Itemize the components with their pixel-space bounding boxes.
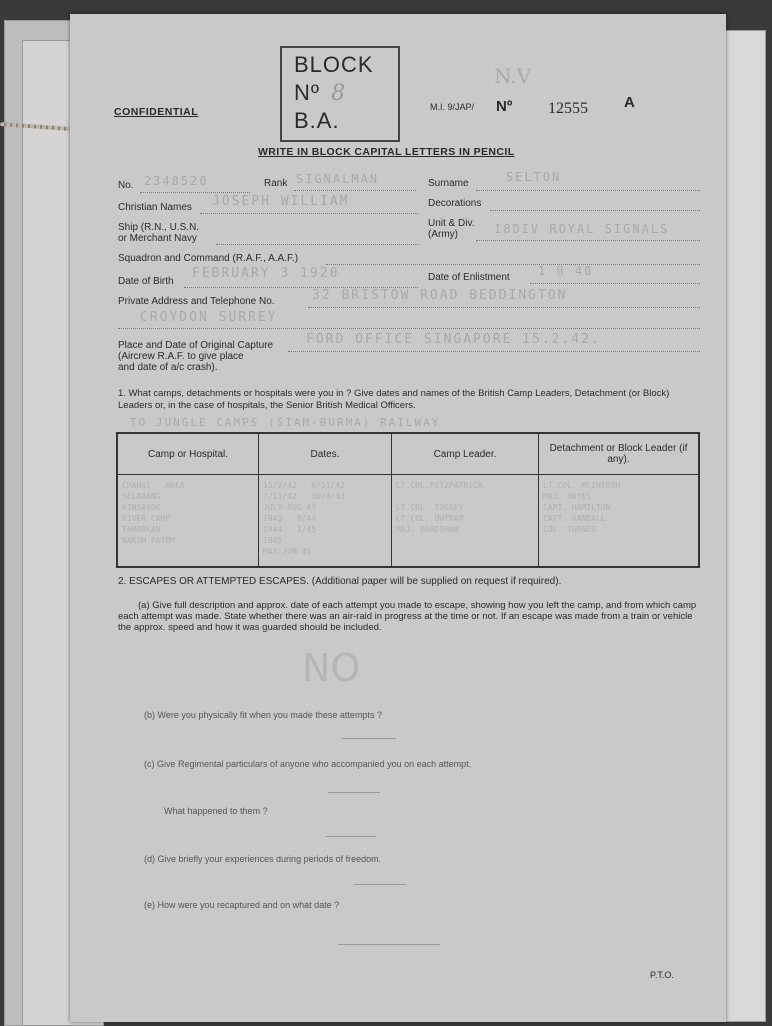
enlistment-label: Date of Enlistment [428,272,510,283]
capture-value: FORD OFFICE SINGAPORE 15.2.42. [306,332,601,347]
number-label: Nº [496,98,513,115]
block-label: BLOCK [294,52,374,77]
question-c: (c) Give Regimental particulars of anyone who accompanied you on each attempt. [144,759,472,769]
capture-label-2: (Aircrew R.A.F. to give place [118,351,244,362]
answer-line-e [338,944,440,945]
camps-table [116,432,700,568]
question-e: (e) How were you recaptured and on what date ? [144,900,340,910]
surname-value: SELTON [506,170,562,184]
address-line-2 [118,328,700,329]
table-row [117,475,699,568]
capture-label-3: and date of a/c crash). [118,362,218,373]
question-d: (d) Give briefly your experiences during periods of freedom. [144,854,382,864]
question-c2: What happened to them ? [164,806,268,816]
block-no-label: Nº [294,80,320,105]
capture-line [288,351,700,352]
serial-number: 12555 [548,100,588,117]
address-line-1 [308,307,700,308]
column-header: Detachment or Block Leader (if any). [539,433,700,475]
camp-dates: 15/2/42 - 6/11/42 7/11/42 - 30/4/43 JULY-AUG 43 1943 - 9/44 1944 - 1/45 1945 MAY-JUN 45 [263,481,345,556]
answer-a: NO [302,646,361,690]
confidential-label: CONFIDENTIAL [114,106,199,118]
ship-label-1: Ship (R.N., U.S.N. [118,222,200,233]
address-label: Private Address and Telephone No. [118,296,275,307]
camp-leaders: LT.COL.FITZPATRICK LT.COL. TOOSEY LT.COL. OWTRAM MAJ. BRADSHAW [396,481,483,534]
address-value-1: 32 BRISTOW ROAD BEDDINGTON [312,288,568,303]
column-header: Camp Leader. [392,433,539,475]
section1-handwritten-heading: TO JUNGLE CAMPS (SIAM-BURMA) RAILWAY [130,416,441,429]
pto-label: P.T.O. [650,970,674,980]
section2-heading: 2. ESCAPES OR ATTEMPTED ESCAPES. (Additional paper will be supplied on request if required). [118,576,562,587]
rank-line [294,190,416,191]
service-number-label: No. [118,180,134,191]
block-ba: B.A. [294,108,340,133]
pencil-mark: N.V [494,64,532,88]
class-letter: A [624,94,635,111]
block-no-value: 8 [331,81,347,106]
answer-line-c2 [326,836,376,837]
unit-label-1: Unit & Div. [428,218,475,229]
unit-line [476,240,700,241]
reference-label: M.I. 9/JAP/ [430,102,475,112]
squadron-label: Squadron and Command (R.A.F., A.A.F.) [118,253,299,264]
surname-label: Surname [428,178,469,189]
section2-para-a: (a) Give full description and approx. date of each attempt you made to escape, showing how you left the camp, and from which camp each attempt was made. State whether there was an air-raid in progress at the time or not. If an escape was made from a train or vehicle the approx. speed and how it was guarded should be included. [118,600,697,633]
enlistment-value: 1 8 40 [538,264,594,278]
decorations-label: Decorations [428,198,482,209]
block-stamp-box [280,46,400,142]
service-number-line [140,192,250,193]
dob-value: FEBRUARY 3 1920 [192,266,340,281]
capture-label-1: Place and Date of Original Capture [118,340,274,351]
table-cell [259,475,392,568]
column-header: Dates. [259,433,392,475]
surname-line [476,190,700,191]
table-header-row [117,433,699,475]
rank-label: Rank [264,178,288,189]
dob-label: Date of Birth [118,276,174,287]
squadron-line [326,264,700,265]
block-number-row [294,80,346,106]
christian-names-label: Christian Names [118,202,192,213]
answer-line-d [354,884,406,885]
question-b: (b) Were you physically fit when you made these attempts ? [144,710,382,720]
address-value-2: CROYDON SURREY [140,310,278,325]
service-number-value: 2348520 [144,174,209,188]
answer-line-b [342,738,396,739]
ship-label-2: or Merchant Navy [118,233,197,244]
detachment-leaders: LT.COL. MCINTOSH MAJ. HAYES CAPT. HAMILTON CAPT. RANDALL COL. TURNER [543,481,621,534]
table-cell [539,475,700,568]
unit-label-2: (Army) [428,229,458,240]
rank-value: SIGNALMAN [296,172,380,186]
table-cell [117,475,259,568]
enlistment-line [530,283,700,284]
christian-names-value: JOSEPH WILLIAM [212,194,350,209]
instruction-heading: WRITE IN BLOCK CAPITAL LETTERS IN PENCIL [258,146,515,158]
christian-names-line [200,213,418,214]
unit-value: 18DIV ROYAL SIGNALS [494,222,670,236]
ship-line [216,244,418,245]
decorations-line [490,210,700,211]
column-header: Camp or Hospital. [117,433,259,475]
camp-names: CHANGI AREA SELARANG KINSAYOK RIVER CAMP TAMARKAN NAKOM PATOM [122,481,185,545]
document-page [70,14,726,1022]
answer-line-c [328,792,380,793]
section1-question: 1. What camps, detachments or hospitals were you in ? Give dates and names of the British Camp Leaders, Detachment (or Block) Leaders or, in the case of hospitals, the Senior British Medical Officers. [118,388,670,411]
table-cell [392,475,539,568]
